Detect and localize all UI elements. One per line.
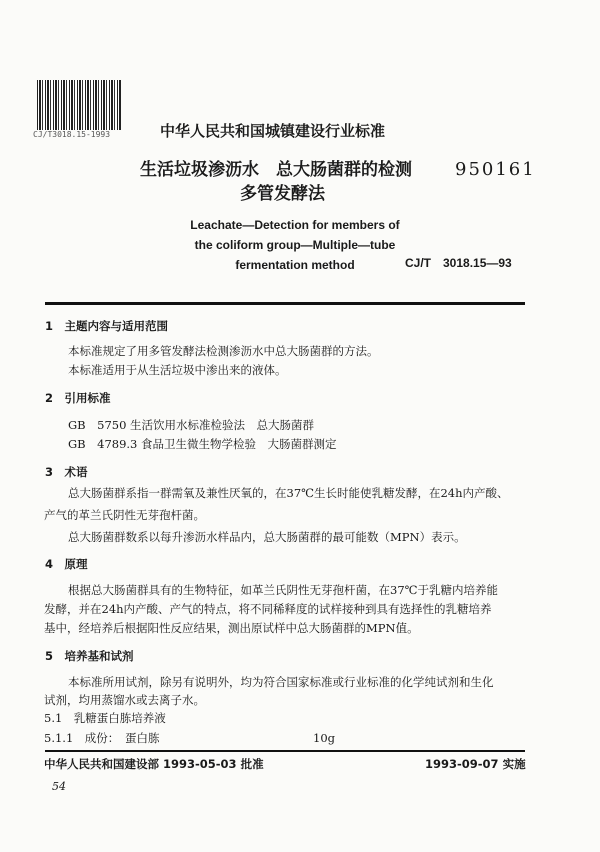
paragraph-line: 总大肠菌群系指一群需氧及兼性厌氧的，在37℃生长时能使乳糖发酵，在24h内产酸、: [68, 486, 509, 500]
section-heading: 3 术语: [45, 465, 88, 479]
issuing-header: 中华人民共和国城镇建设行业标准: [160, 122, 386, 140]
section-heading: 2 引用标准: [45, 391, 111, 405]
paragraph-line: 根据总大肠菌群具有的生物特征，如革兰氏阴性无芽孢杆菌，在37℃于乳糖内培养能: [68, 583, 498, 597]
paragraph-line: 本标准规定了用多管发酵法检测渗沥水中总大肠菌群的方法。: [68, 344, 379, 358]
implementation-info: 1993-09-07 实施: [425, 757, 526, 771]
footer-divider: [45, 750, 525, 752]
paragraph-line: 本标准所用试剂，除另有说明外，均为符合国家标准或行业标准的化学纯试剂和生化: [68, 675, 494, 689]
ingredient-amount: 10g: [313, 731, 335, 745]
paragraph-line: 总大肠菌群数系以每升渗沥水样品内，总大肠菌群的最可能数（MPN）表示。: [68, 530, 466, 544]
subsection-item: 5.1.1 成份： 蛋白胨: [44, 731, 160, 745]
paragraph-line: 产气的革兰氏阴性无芽孢杆菌。: [44, 508, 205, 522]
approval-info: 中华人民共和国建设部 1993-05-03 批准: [44, 757, 264, 771]
barcode-text: CJ/T3018.15-1993: [33, 130, 111, 139]
document-number: 950161: [455, 159, 536, 180]
paragraph-line: 本标准适用于从生活垃圾中渗出来的液体。: [68, 363, 287, 377]
reference-item: GB 5750 生活饮用水标准检验法 总大肠菌群: [68, 418, 315, 432]
document-subtitle: 多管发酵法: [240, 184, 325, 204]
section-heading: 5 培养基和试剂: [45, 649, 134, 663]
barcode: [37, 80, 121, 130]
page-number: 54: [52, 780, 66, 793]
document-title: 生活垃圾渗沥水 总大肠菌群的检测: [140, 160, 412, 180]
subsection-heading: 5.1 乳糖蛋白胨培养液: [44, 711, 166, 725]
paragraph-line: 发酵，并在24h内产酸、产气的特点，将不同稀释度的试样接种到具有选择性的乳糖培养: [44, 602, 492, 616]
english-title-line: fermentation method: [235, 258, 355, 272]
english-title-line: Leachate—Detection for members of: [190, 218, 400, 232]
paragraph-line: 试剂，均用蒸馏水或去离子水。: [44, 693, 205, 707]
english-title-line: the coliform group—Multiple—tube: [194, 238, 396, 252]
paragraph-line: 基中，经培养后根据阳性反应结果，测出原试样中总大肠菌群的MPN值。: [44, 621, 419, 635]
standard-code: CJ/T 3018.15—93: [405, 256, 512, 270]
section-heading: 1 主题内容与适用范围: [45, 319, 169, 333]
section-heading: 4 原理: [45, 557, 88, 571]
top-divider: [45, 302, 525, 305]
reference-item: GB 4789.3 食品卫生微生物学检验 大肠菌群测定: [68, 437, 337, 451]
